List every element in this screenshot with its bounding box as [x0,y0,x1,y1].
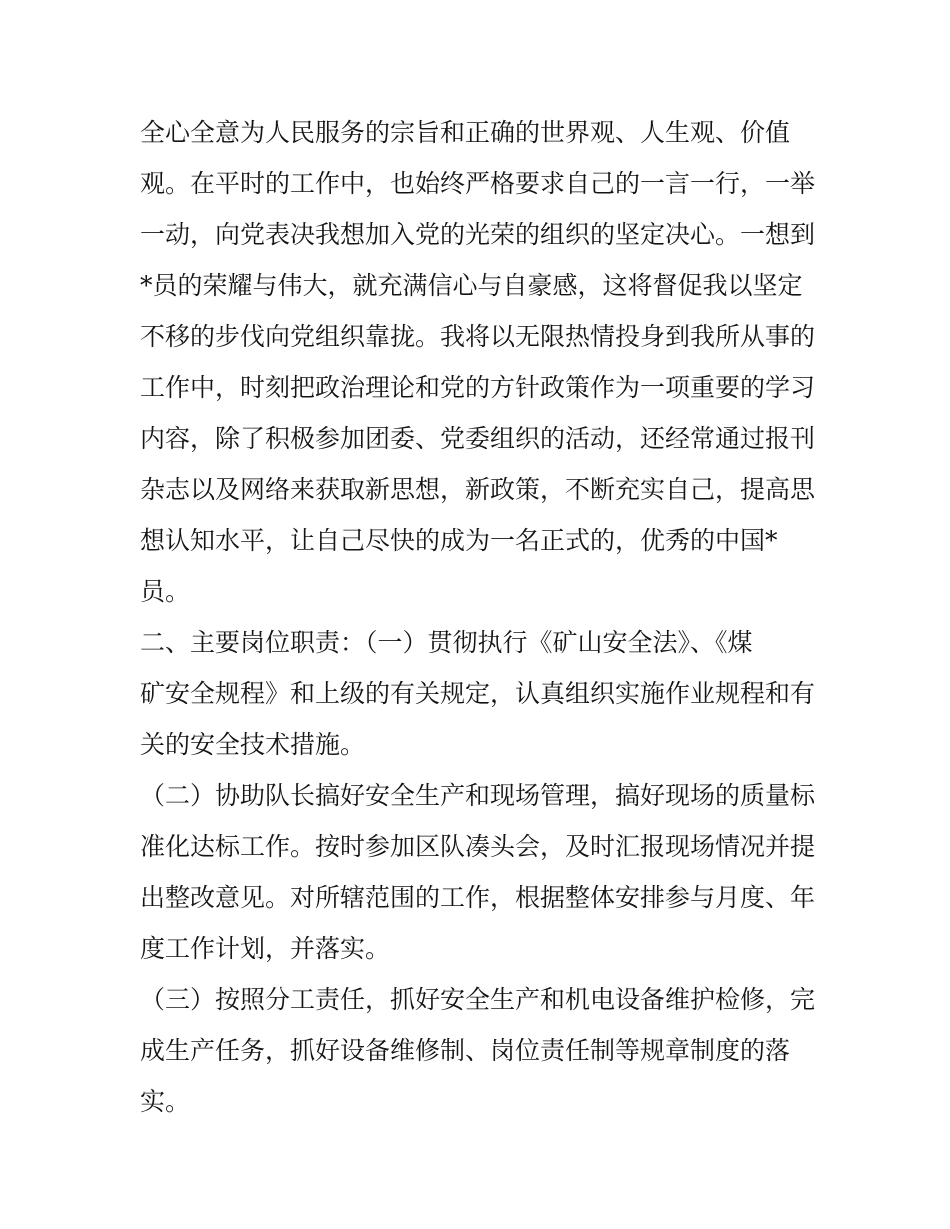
text-line: 成生产任务，抓好设备维修制、岗位责任制等规章制度的落 [140,1036,791,1065]
text-line: 工作中，时刻把政治理论和党的方针政策作为一项重要的学习 [140,373,816,402]
text-line: 矿安全规程》和上级的有关规定，认真组织实施作业规程和有 [140,679,816,708]
text-line: （二）协助队长搞好安全生产和现场管理，搞好现场的质量标 [140,781,816,810]
text-line: *员的荣耀与伟大，就充满信心与自豪感，这将督促我以坚定 [140,271,803,300]
text-line: 度工作计划，并落实。 [140,934,391,963]
text-line: 全心全意为人民服务的宗旨和正确的世界观、人生观、价值 [140,118,791,147]
text-line: 出整改意见。对所辖范围的工作，根据整体安排参与月度、年 [140,883,816,912]
text-line: 想认知水平，让自己尽快的成为一名正式的，优秀的中国* [140,526,778,555]
text-line: 关的安全技术措施。 [140,730,366,759]
text-line: 观。在平时的工作中，也始终严格要求自己的一言一行，一举 [140,169,816,198]
body-text [140,107,830,1127]
text-line: 杂志以及网络来获取新思想，新政策，不断充实自己，提高思 [140,475,816,504]
text-line: （三）按照分工责任，抓好安全生产和机电设备维护检修，完 [140,985,816,1014]
text-line: 准化达标工作。按时参加区队凑头会，及时汇报现场情况并提 [140,832,816,861]
text-line: 内容，除了积极参加团委、党委组织的活动，还经常通过报刊 [140,424,816,453]
text-line: 一动，向党表决我想加入党的光荣的组织的坚定决心。一想到 [140,220,816,249]
text-line: 实。 [140,1087,191,1116]
text-line: 不移的步伐向党组织靠拢。我将以无限热情投身到我所从事的 [140,322,816,351]
text-line: 员。 [140,577,191,606]
section-heading-line: 二、主要岗位职责：（一）贯彻执行《矿山安全法》、《煤 [140,628,753,657]
